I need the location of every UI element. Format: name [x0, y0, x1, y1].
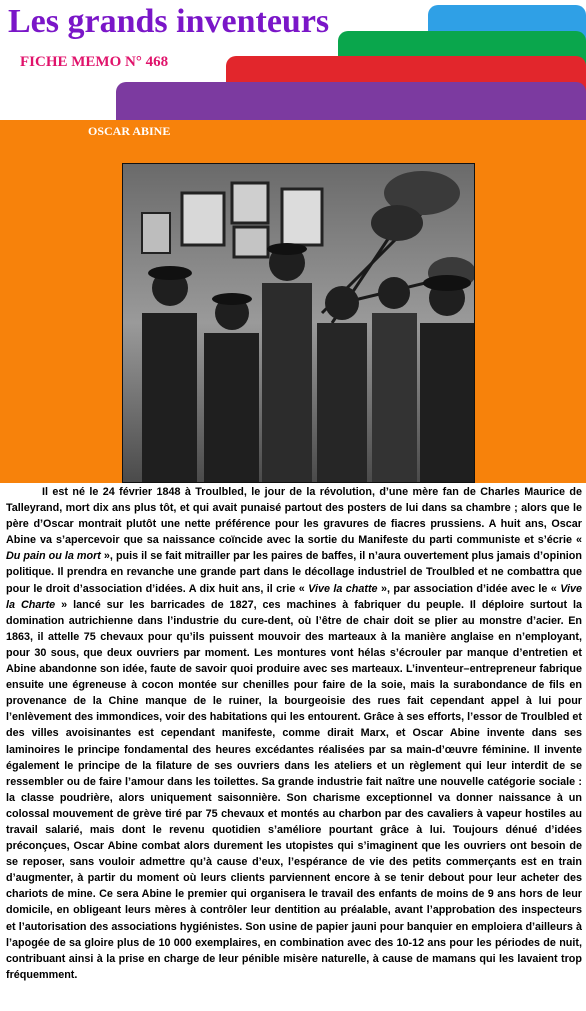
article-text-3: », par association d’idée avec le « [380, 582, 557, 595]
article-body [6, 484, 582, 1004]
inventor-name: OSCAR ABINE [88, 124, 171, 138]
article-text-4: » lancé sur les barricades de 1827, ces machines à fabriquer du peuple. Il déploire surtout la domination autrichienne dans l’industrie du cure-dent, où l’être de chair doit se plier au monstre d’acier. En 1863, il attelle 75 chevaux pour qu’ils puissent mouvoir des marteaux à la manière anglaise en n’employant, pour 30 sous, que deux ouvriers par moment. Les montures vont hélas s’écrouler par manque d’entretien et Abine abandonne son idée, faute de savoir quoi produire avec ses marteaux. L’inventeur–entrepreneur fabrique ensuite une égreneuse à cocon montée sur chenilles pour faire de la soie, mais la surabondance de fils en provenance de la Chine manque de le ruiner, la bourgeoisie des rues fait cependant appel à lui pour l’enlèvement des immondices, voir des habitations qui les entourent. Grâce à ses efforts, l’essor de Troulbled et des villes avoisinantes est cependant manifeste, comme dirait Marx, et Oscar Abine invente dans ses laminoires le principe fondamental des heures excédantes réalisées par sa main-d’œuvre féminine. Il invente également le principe de la filature de ses ouvriers dans les ateliers et un règlement qui leur interdit de se ressembler ou de faire l’amour dans les toilettes. Sa grande industrie fait naître une nouvelle catégorie sociale : la classe poudrière, alors uniquement saisonnière. Son charisme exceptionnel va donner naissance à un colossal mouvement de grève tiré par 75 chevaux et montés au charbon par des cavaliers à vapeur hostiles au travail salarié, mais dont le revenu quotidien s’améliore pourtant grâce à lui. Toujours dénué d’idées préconçues, Oscar Abine combat alors durement les utopistes qui s’imaginent que les ouvriers ont besoin de se reposer, sans vouloir admettre qu’à cause d’eux, l’espérance de vie des petits commerçants est en train d’augmenter, à partir du moment où leurs clients parviennent encore à se tenir debout pour leur acheter des chariots de mine. Ce sera Abine le premier qui organisera le travail des enfants de moins de 9 ans hors de leur domicile, en obligeant leurs mères à contrôler leur dentition au préalable, avant l’approbation des inspecteurs et l’autorisation des associations hygiénistes. Son usine de papier jauni pour banquier en emploiera d’ailleurs à l’apogée de sa gloire plus de 10 000 exemplaires, en combination avec des 10-12 ans pour les périodes de nuit, contribuant ainsi à la prise en charge de leur pénible misère naturelle, à cause de mamans qui les lavaient trop fréquemment. [6, 598, 582, 981]
page-title: Les grands inventeurs [8, 3, 330, 40]
memo-number: FICHE MEMO N° 468 [20, 54, 169, 70]
tab-purple [116, 82, 586, 122]
engraving-photo-icon [122, 163, 475, 483]
quote-du-pain: Du pain ou la mort [6, 550, 101, 563]
quote-vive-la-chatte: Vive la chatte [308, 582, 378, 595]
article-text-1: Il est né le 24 février 1848 à Troulbled, le jour de la révolution, d’une mère fan de Charles Maurice de Talleyrand, mort dix ans plus tôt, et qui avait punaisé partout des posters de lui dans sa chambre ; alors que le père d’Oscar montrait plutôt une nette préférence pour les gravures de fiacres prussiens. A huit ans, Oscar Abine va s’apercevoir que sa naissance coïncide avec la sortie du Manifeste du parti communiste et s’écrie « [6, 486, 582, 547]
article-text-2: », puis il se fait mitrailler par les paires de baffes, il n’aura ouvertement plus jamais d’opinion politique. Il prendra en revanche une grande part dans le décollage industriel de Troulbled et ne combattra que pour le droit d’association d’idées. A dix huit ans, il crie « [6, 550, 582, 595]
quote-vive-la-charte: Vive la Charte [6, 582, 582, 611]
